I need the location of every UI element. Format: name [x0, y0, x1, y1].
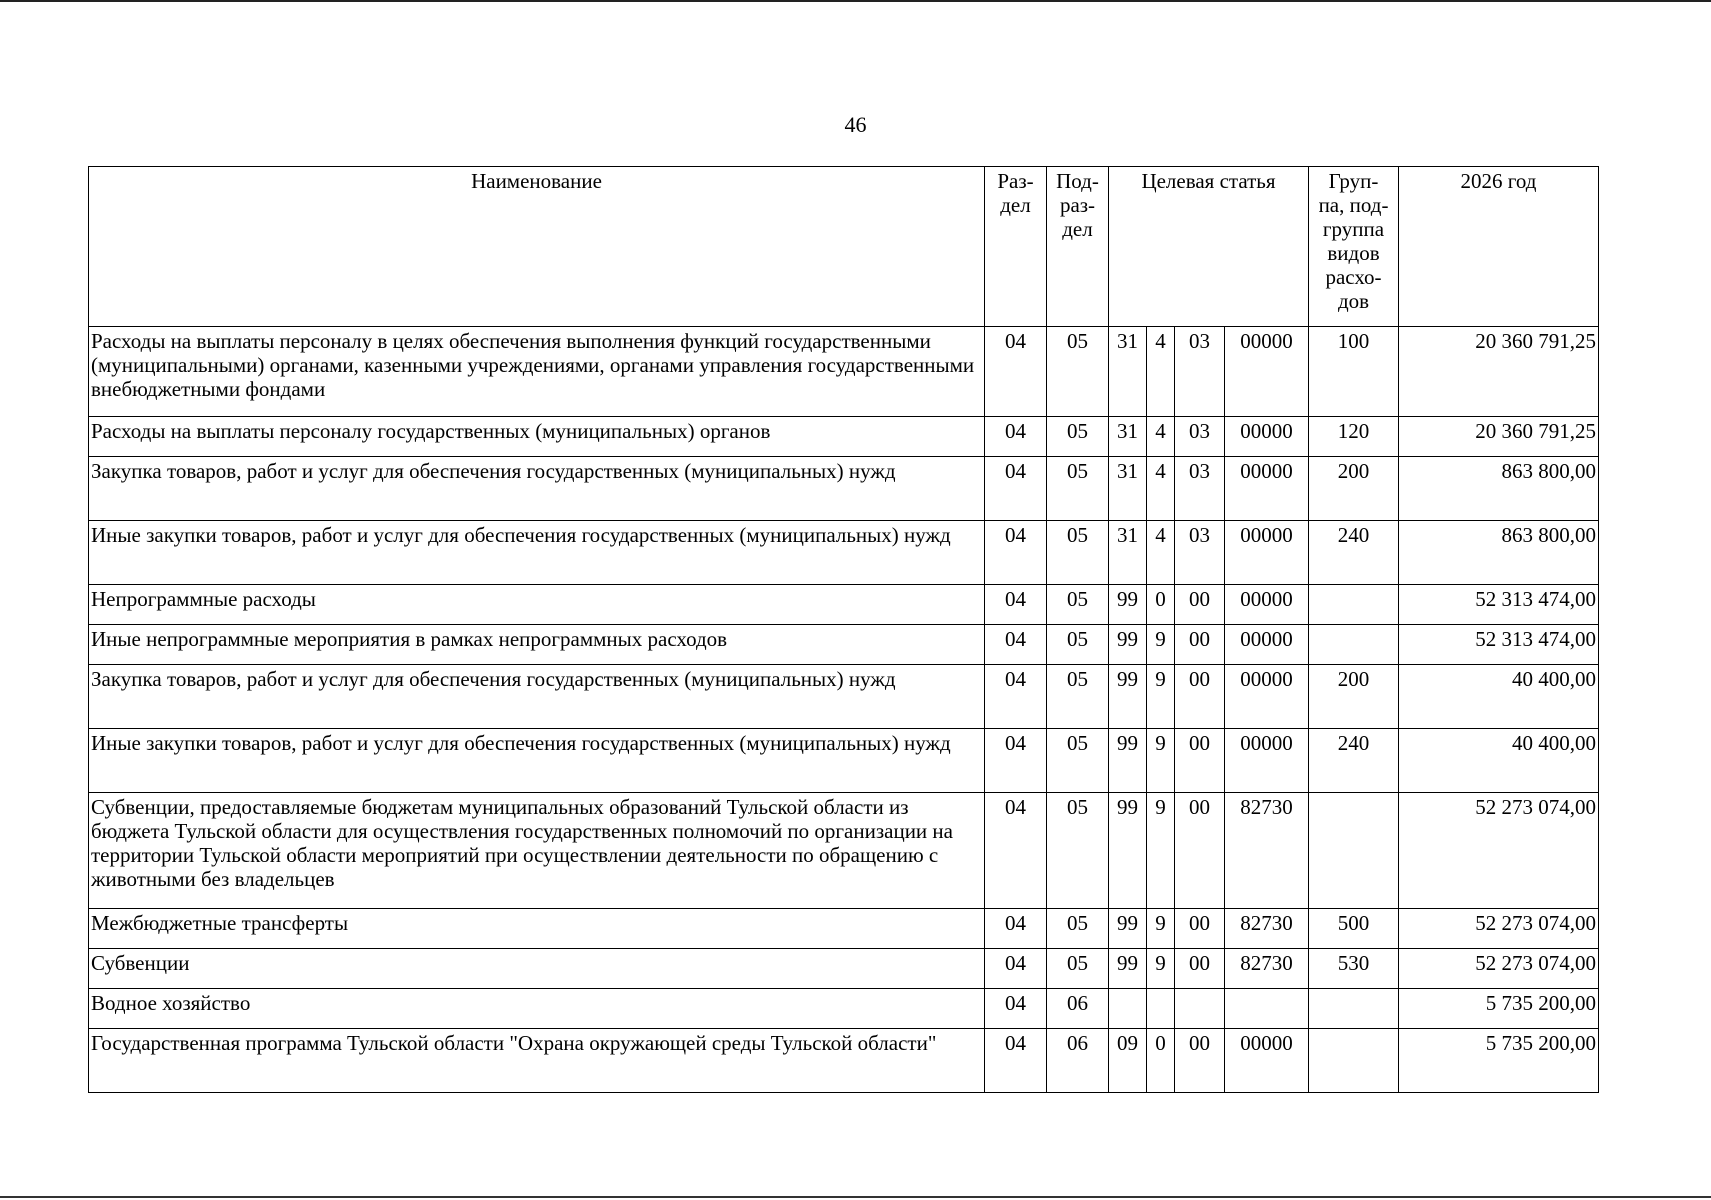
row-expense-group: 240	[1309, 729, 1399, 793]
row-target-event: 00	[1175, 949, 1225, 989]
row-razdel: 04	[985, 327, 1047, 417]
row-podrazdel: 05	[1047, 417, 1109, 457]
row-expense-group: 500	[1309, 909, 1399, 949]
page-number: 46	[844, 112, 867, 137]
row-name: Межбюджетные трансферты	[89, 909, 985, 949]
row-name: Субвенции	[89, 949, 985, 989]
table-row	[89, 665, 1599, 729]
row-target-program: 31	[1109, 521, 1147, 585]
row-target-program: 31	[1109, 417, 1147, 457]
row-razdel: 04	[985, 457, 1047, 521]
row-razdel: 04	[985, 793, 1047, 909]
row-target-subprogram: 4	[1147, 417, 1175, 457]
row-target-direction	[1225, 989, 1309, 1029]
row-target-event: 03	[1175, 521, 1225, 585]
row-target-subprogram: 9	[1147, 909, 1175, 949]
row-podrazdel: 06	[1047, 989, 1109, 1029]
row-expense-group	[1309, 793, 1399, 909]
row-target-event	[1175, 989, 1225, 1029]
row-razdel: 04	[985, 909, 1047, 949]
row-expense-group	[1309, 1029, 1399, 1093]
table-row	[89, 949, 1599, 989]
row-target-subprogram	[1147, 989, 1175, 1029]
row-target-subprogram: 0	[1147, 1029, 1175, 1093]
row-amount: 20 360 791,25	[1399, 327, 1599, 417]
row-podrazdel: 05	[1047, 793, 1109, 909]
header-podrazdel: Под- раз- дел	[1047, 167, 1109, 327]
row-expense-group: 100	[1309, 327, 1399, 417]
row-amount: 20 360 791,25	[1399, 417, 1599, 457]
row-target-subprogram: 0	[1147, 585, 1175, 625]
row-target-event: 03	[1175, 457, 1225, 521]
row-name: Расходы на выплаты персоналу в целях обеспечения выполнения функций государственными (муниципальными) органами, казенными учреждениями, органами управления государственными внебюджетными фондами	[89, 327, 985, 417]
row-amount: 40 400,00	[1399, 665, 1599, 729]
row-target-direction: 00000	[1225, 665, 1309, 729]
row-razdel: 04	[985, 521, 1047, 585]
row-expense-group: 200	[1309, 665, 1399, 729]
table-row	[89, 457, 1599, 521]
table-row	[89, 521, 1599, 585]
row-razdel: 04	[985, 417, 1047, 457]
row-target-program	[1109, 989, 1147, 1029]
row-name: Непрограммные расходы	[89, 585, 985, 625]
header-razdel: Раз- дел	[985, 167, 1047, 327]
row-target-direction: 82730	[1225, 949, 1309, 989]
row-name: Закупка товаров, работ и услуг для обеспечения государственных (муниципальных) нужд	[89, 665, 985, 729]
row-expense-group	[1309, 585, 1399, 625]
row-target-subprogram: 9	[1147, 729, 1175, 793]
scan-top-border	[0, 0, 1711, 2]
row-amount: 52 273 074,00	[1399, 949, 1599, 989]
row-target-direction: 00000	[1225, 521, 1309, 585]
table-row	[89, 327, 1599, 417]
row-expense-group: 240	[1309, 521, 1399, 585]
row-razdel: 04	[985, 1029, 1047, 1093]
row-razdel: 04	[985, 729, 1047, 793]
row-expense-group	[1309, 625, 1399, 665]
row-name: Иные закупки товаров, работ и услуг для обеспечения государственных (муниципальных) нужд	[89, 521, 985, 585]
header-target-article: Целевая статья	[1109, 167, 1309, 327]
row-expense-group	[1309, 989, 1399, 1029]
table-row	[89, 625, 1599, 665]
row-target-event: 00	[1175, 665, 1225, 729]
row-target-direction: 00000	[1225, 585, 1309, 625]
row-amount: 52 313 474,00	[1399, 625, 1599, 665]
row-expense-group: 120	[1309, 417, 1399, 457]
row-amount: 52 273 074,00	[1399, 909, 1599, 949]
header-year: 2026 год	[1399, 167, 1599, 327]
row-target-subprogram: 9	[1147, 949, 1175, 989]
table-row	[89, 417, 1599, 457]
row-amount: 863 800,00	[1399, 457, 1599, 521]
row-name: Субвенции, предоставляемые бюджетам муниципальных образований Тульской области из бюджета Тульской области для осуществления государственных полномочий по организации на территории Тульской области мероприятий при осуществлении деятельности по обращению с животными без владельцев	[89, 793, 985, 909]
row-target-program: 99	[1109, 625, 1147, 665]
row-razdel: 04	[985, 625, 1047, 665]
row-amount: 5 735 200,00	[1399, 989, 1599, 1029]
row-target-event: 00	[1175, 1029, 1225, 1093]
row-podrazdel: 05	[1047, 729, 1109, 793]
row-target-program: 99	[1109, 909, 1147, 949]
row-target-event: 00	[1175, 625, 1225, 665]
table-row	[89, 793, 1599, 909]
row-target-subprogram: 9	[1147, 625, 1175, 665]
table-body	[89, 327, 1599, 1093]
row-podrazdel: 06	[1047, 1029, 1109, 1093]
row-name: Расходы на выплаты персоналу государственных (муниципальных) органов	[89, 417, 985, 457]
row-target-direction: 00000	[1225, 457, 1309, 521]
row-target-direction: 00000	[1225, 1029, 1309, 1093]
table-row	[89, 989, 1599, 1029]
row-target-program: 09	[1109, 1029, 1147, 1093]
table-row	[89, 1029, 1599, 1093]
row-target-subprogram: 4	[1147, 521, 1175, 585]
row-expense-group: 200	[1309, 457, 1399, 521]
row-name: Государственная программа Тульской области "Охрана окружающей среды Тульской области"	[89, 1029, 985, 1093]
row-target-direction: 82730	[1225, 793, 1309, 909]
row-razdel: 04	[985, 665, 1047, 729]
row-target-program: 99	[1109, 949, 1147, 989]
header-group: Груп- па, под- группа видов расхо- дов	[1309, 167, 1399, 327]
row-target-subprogram: 9	[1147, 793, 1175, 909]
table-row	[89, 909, 1599, 949]
row-target-program: 99	[1109, 729, 1147, 793]
row-target-direction: 00000	[1225, 625, 1309, 665]
row-name: Водное хозяйство	[89, 989, 985, 1029]
row-target-direction: 00000	[1225, 729, 1309, 793]
row-razdel: 04	[985, 989, 1047, 1029]
row-target-direction: 00000	[1225, 327, 1309, 417]
row-target-subprogram: 4	[1147, 327, 1175, 417]
budget-table	[88, 166, 1599, 1093]
row-target-subprogram: 9	[1147, 665, 1175, 729]
row-podrazdel: 05	[1047, 949, 1109, 989]
row-name: Иные закупки товаров, работ и услуг для обеспечения государственных (муниципальных) нужд	[89, 729, 985, 793]
row-podrazdel: 05	[1047, 625, 1109, 665]
row-target-direction: 00000	[1225, 417, 1309, 457]
row-target-subprogram: 4	[1147, 457, 1175, 521]
row-podrazdel: 05	[1047, 327, 1109, 417]
row-name: Иные непрограммные мероприятия в рамках непрограммных расходов	[89, 625, 985, 665]
row-name: Закупка товаров, работ и услуг для обеспечения государственных (муниципальных) нужд	[89, 457, 985, 521]
row-podrazdel: 05	[1047, 665, 1109, 729]
row-amount: 863 800,00	[1399, 521, 1599, 585]
header-name: Наименование	[89, 167, 985, 327]
table-row	[89, 729, 1599, 793]
row-amount: 40 400,00	[1399, 729, 1599, 793]
row-target-event: 00	[1175, 909, 1225, 949]
row-target-event: 03	[1175, 417, 1225, 457]
row-target-program: 31	[1109, 457, 1147, 521]
row-amount: 5 735 200,00	[1399, 1029, 1599, 1093]
row-target-event: 03	[1175, 327, 1225, 417]
row-target-direction: 82730	[1225, 909, 1309, 949]
row-razdel: 04	[985, 949, 1047, 989]
row-target-program: 99	[1109, 665, 1147, 729]
row-target-program: 99	[1109, 793, 1147, 909]
table-row	[89, 585, 1599, 625]
row-target-program: 31	[1109, 327, 1147, 417]
row-amount: 52 273 074,00	[1399, 793, 1599, 909]
table-header-row	[89, 167, 1599, 327]
row-podrazdel: 05	[1047, 585, 1109, 625]
row-expense-group: 530	[1309, 949, 1399, 989]
row-amount: 52 313 474,00	[1399, 585, 1599, 625]
row-target-event: 00	[1175, 729, 1225, 793]
scan-bottom-border	[0, 1196, 1711, 1198]
row-podrazdel: 05	[1047, 521, 1109, 585]
row-target-program: 99	[1109, 585, 1147, 625]
row-podrazdel: 05	[1047, 909, 1109, 949]
row-podrazdel: 05	[1047, 457, 1109, 521]
row-target-event: 00	[1175, 585, 1225, 625]
row-razdel: 04	[985, 585, 1047, 625]
row-target-event: 00	[1175, 793, 1225, 909]
